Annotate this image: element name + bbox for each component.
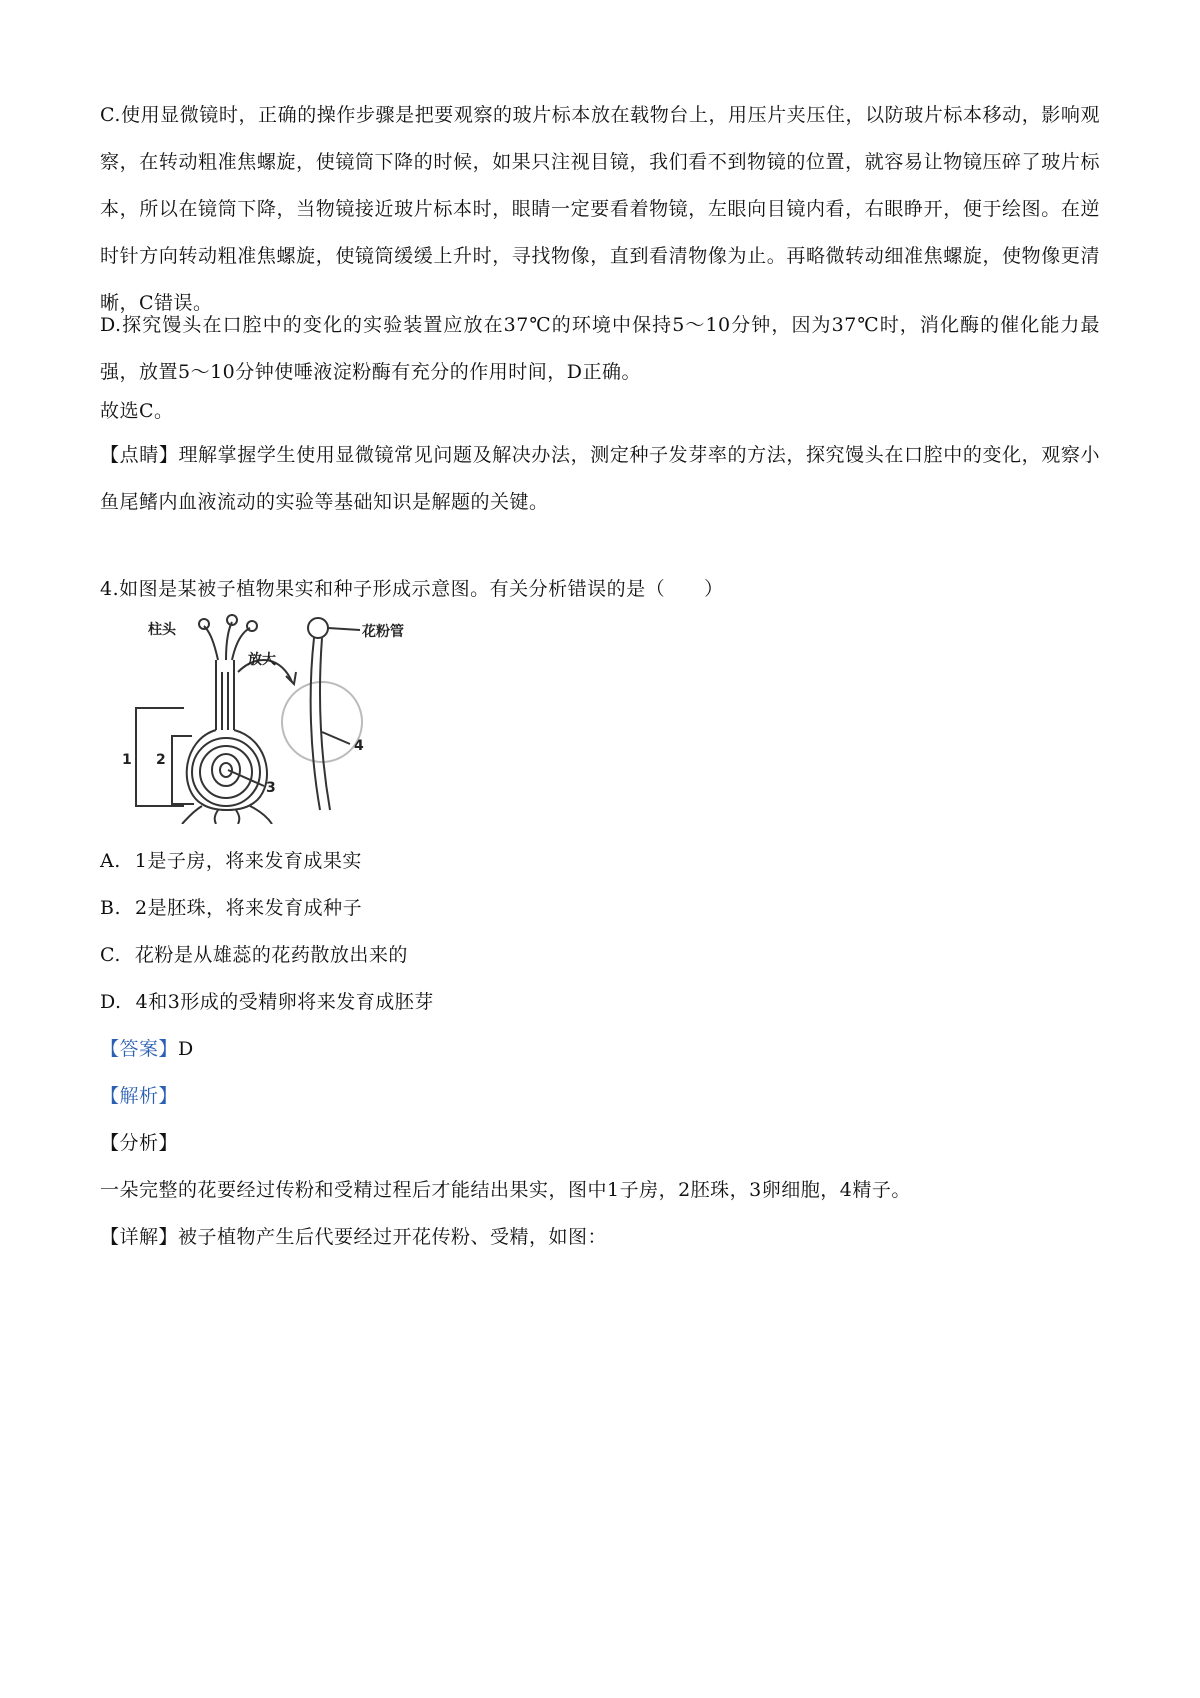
- answer-line: [100, 1034, 194, 1064]
- explanation-option-c: C.使用显微镜时，正确的操作步骤是把要观察的玻片标本放在载物台上，用压片夹压住，以防玻片标本移动，影响观察，在转动粗准焦螺旋，使镜筒下降的时候，如果只注视目镜，我们看不到物镜的位置，就容易让物镜压碎了玻片标本，所以在镜筒下降，当物镜接近玻片标本时，眼睛一定要看着物镜，左眼向目镜内看，右眼睁开，便于绘图。在逆时针方向转动粗准焦螺旋，使镜筒缓缓上升时，寻找物像，直到看清物像为止。再略微转动细准焦螺旋，使物像更清晰，C错误。: [100, 104, 1100, 314]
- option-c-text: 花粉是从雄蕊的花药散放出来的: [134, 944, 408, 966]
- label-4: 4: [354, 738, 364, 754]
- label-1: 1: [122, 752, 132, 768]
- answer-value: D: [178, 1038, 194, 1060]
- option-a: [100, 846, 362, 876]
- label-3: 3: [266, 780, 276, 796]
- option-b-letter: B.: [100, 897, 122, 919]
- option-c: [100, 940, 408, 970]
- option-d: [100, 987, 434, 1017]
- label-magnify: 放大: [248, 652, 276, 668]
- fenxi-tag: 【分析】: [100, 1132, 179, 1154]
- answer-tag: 【答案】: [100, 1038, 179, 1060]
- label-2: 2: [156, 752, 166, 768]
- comment-paragraph: 【点睛】理解掌握学生使用显微镜常见问题及解决办法，测定种子发芽率的方法，探究馒头在口腔中的变化，观察小鱼尾鳍内血液流动的实验等基础知识是解题的关键。: [100, 444, 1100, 513]
- explanation-option-d: D.探究馒头在口腔中的变化的实验装置应放在37℃的环境中保持5～10分钟，因为37℃时，消化酶的催化能力最强，放置5～10分钟使唾液淀粉酶有充分的作用时间，D正确。: [100, 314, 1100, 383]
- label-stigma: 柱头: [148, 622, 176, 638]
- option-a-text: 1是子房，将来发育成果实: [134, 850, 362, 872]
- label-pollen-tube: 花粉管: [362, 624, 404, 640]
- diagram-svg: [122, 612, 452, 824]
- option-d-text: 4和3形成的受精卵将来发育成胚芽: [135, 991, 434, 1013]
- option-b-text: 2是胚珠，将来发育成种子: [135, 897, 363, 919]
- fenxi-text: 一朵完整的花要经过传粉和受精过程后才能结出果实，图中1子房，2胚珠，3卵细胞，4精子。: [100, 1179, 911, 1201]
- question-4-stem: 4.如图是某被子植物果实和种子形成示意图。有关分析错误的是（ ）: [100, 578, 724, 600]
- fruit-seed-formation-diagram: [122, 612, 452, 824]
- choice-line: 故选C。: [100, 400, 174, 422]
- option-c-letter: C.: [100, 944, 121, 966]
- option-b: [100, 893, 362, 923]
- option-a-letter: A.: [100, 850, 121, 872]
- option-d-letter: D.: [100, 991, 122, 1013]
- analysis-tag: 【解析】: [100, 1085, 179, 1107]
- detail-text: 【详解】被子植物产生后代要经过开花传粉、受精，如图：: [100, 1226, 608, 1248]
